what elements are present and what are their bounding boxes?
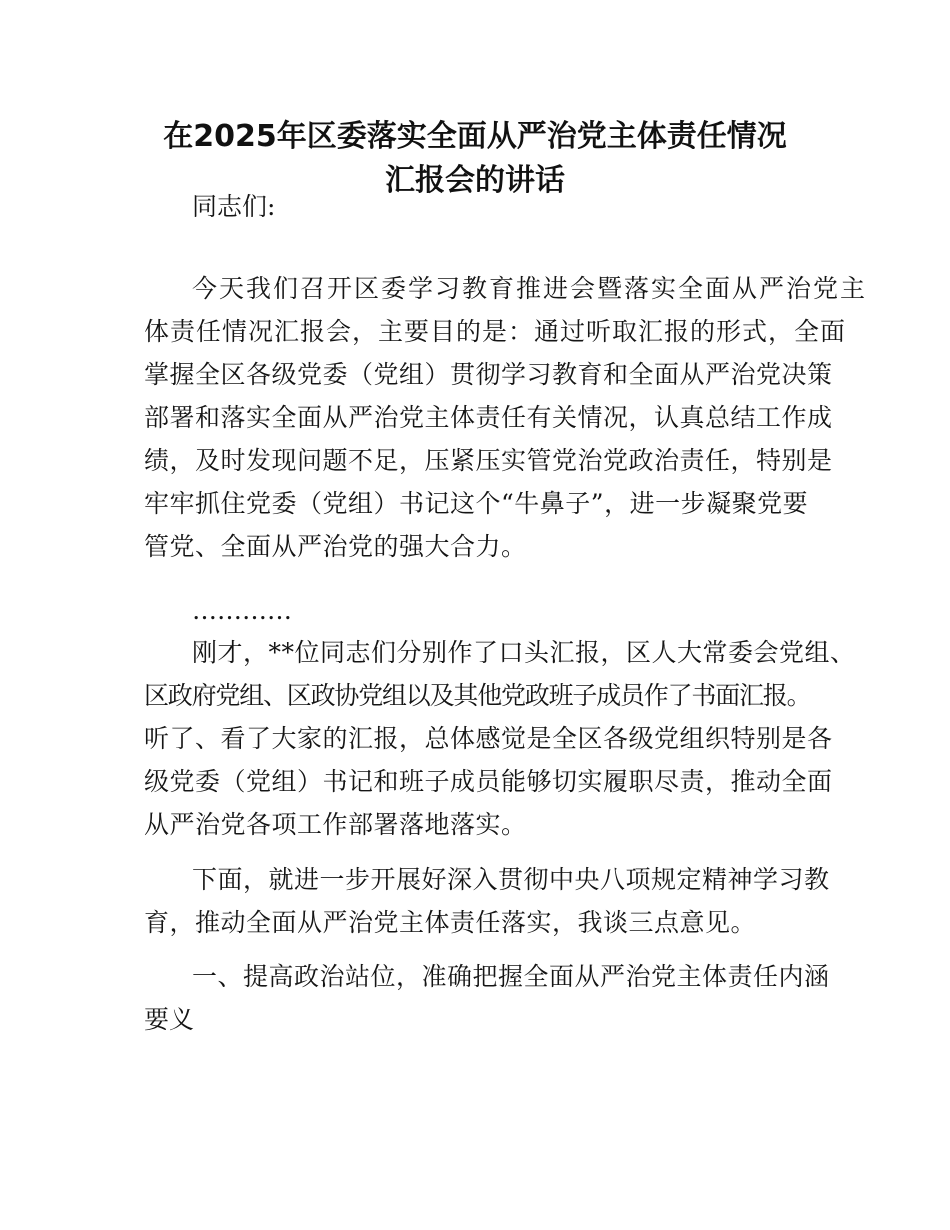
paragraph-2-line: 级党委（党组）书记和班子成员能够切实履职尽责，推动全面 <box>144 767 833 796</box>
paragraph-1-line: 绩，及时发现问题不足，压紧压实管党治党政治责任，特别是 <box>144 446 833 475</box>
salutation: 同志们: <box>192 192 276 221</box>
paragraph-1-line: 管党、全面从严治党的强大合力。 <box>144 532 527 561</box>
ellipsis: ………… <box>192 596 292 625</box>
paragraph-2-line: 从严治党各项工作部署落地落实。 <box>144 810 527 839</box>
paragraph-2-line: 听了、看了大家的汇报，总体感觉是全区各级党组织特别是各 <box>144 724 833 753</box>
paragraph-1-line: 牢牢抓住党委（党组）书记这个“牛鼻子”，进一步凝聚党要 <box>144 489 809 518</box>
paragraph-2-line: 刚才，**位同志们分别作了口头汇报，区人大常委会党组、 <box>192 638 856 667</box>
paragraph-3-line: 下面，就进一步开展好深入贯彻中央八项规定精神学习教 <box>192 865 830 894</box>
document-title-line-2: 汇报会的讲话 <box>385 163 565 198</box>
section-heading-1-line: 要义 <box>144 1005 195 1034</box>
section-heading-1-line: 一、提高政治站位，准确把握全面从严治党主体责任内涵 <box>192 962 830 991</box>
paragraph-1-line: 体责任情况汇报会，主要目的是：通过听取汇报的形式，全面 <box>144 317 847 346</box>
paragraph-3-line: 育，推动全面从严治党主体责任落实，我谈三点意见。 <box>144 908 757 937</box>
document-title-line-1: 在2025年区委落实全面从严治党主体责任情况 <box>163 119 787 154</box>
paragraph-1-line: 掌握全区各级党委（党组）贯彻学习教育和全面从严治党决策 <box>144 360 833 389</box>
paragraph-1-line: 部署和落实全面从严治党主体责任有关情况，认真总结工作成 <box>144 403 833 432</box>
paragraph-1-line: 今天我们召开区委学习教育推进会暨落实全面从严治党主 <box>192 274 868 303</box>
paragraph-2-line: 区政府党组、区政协党组以及其他党政班子成员作了书面汇报。 <box>144 681 811 710</box>
